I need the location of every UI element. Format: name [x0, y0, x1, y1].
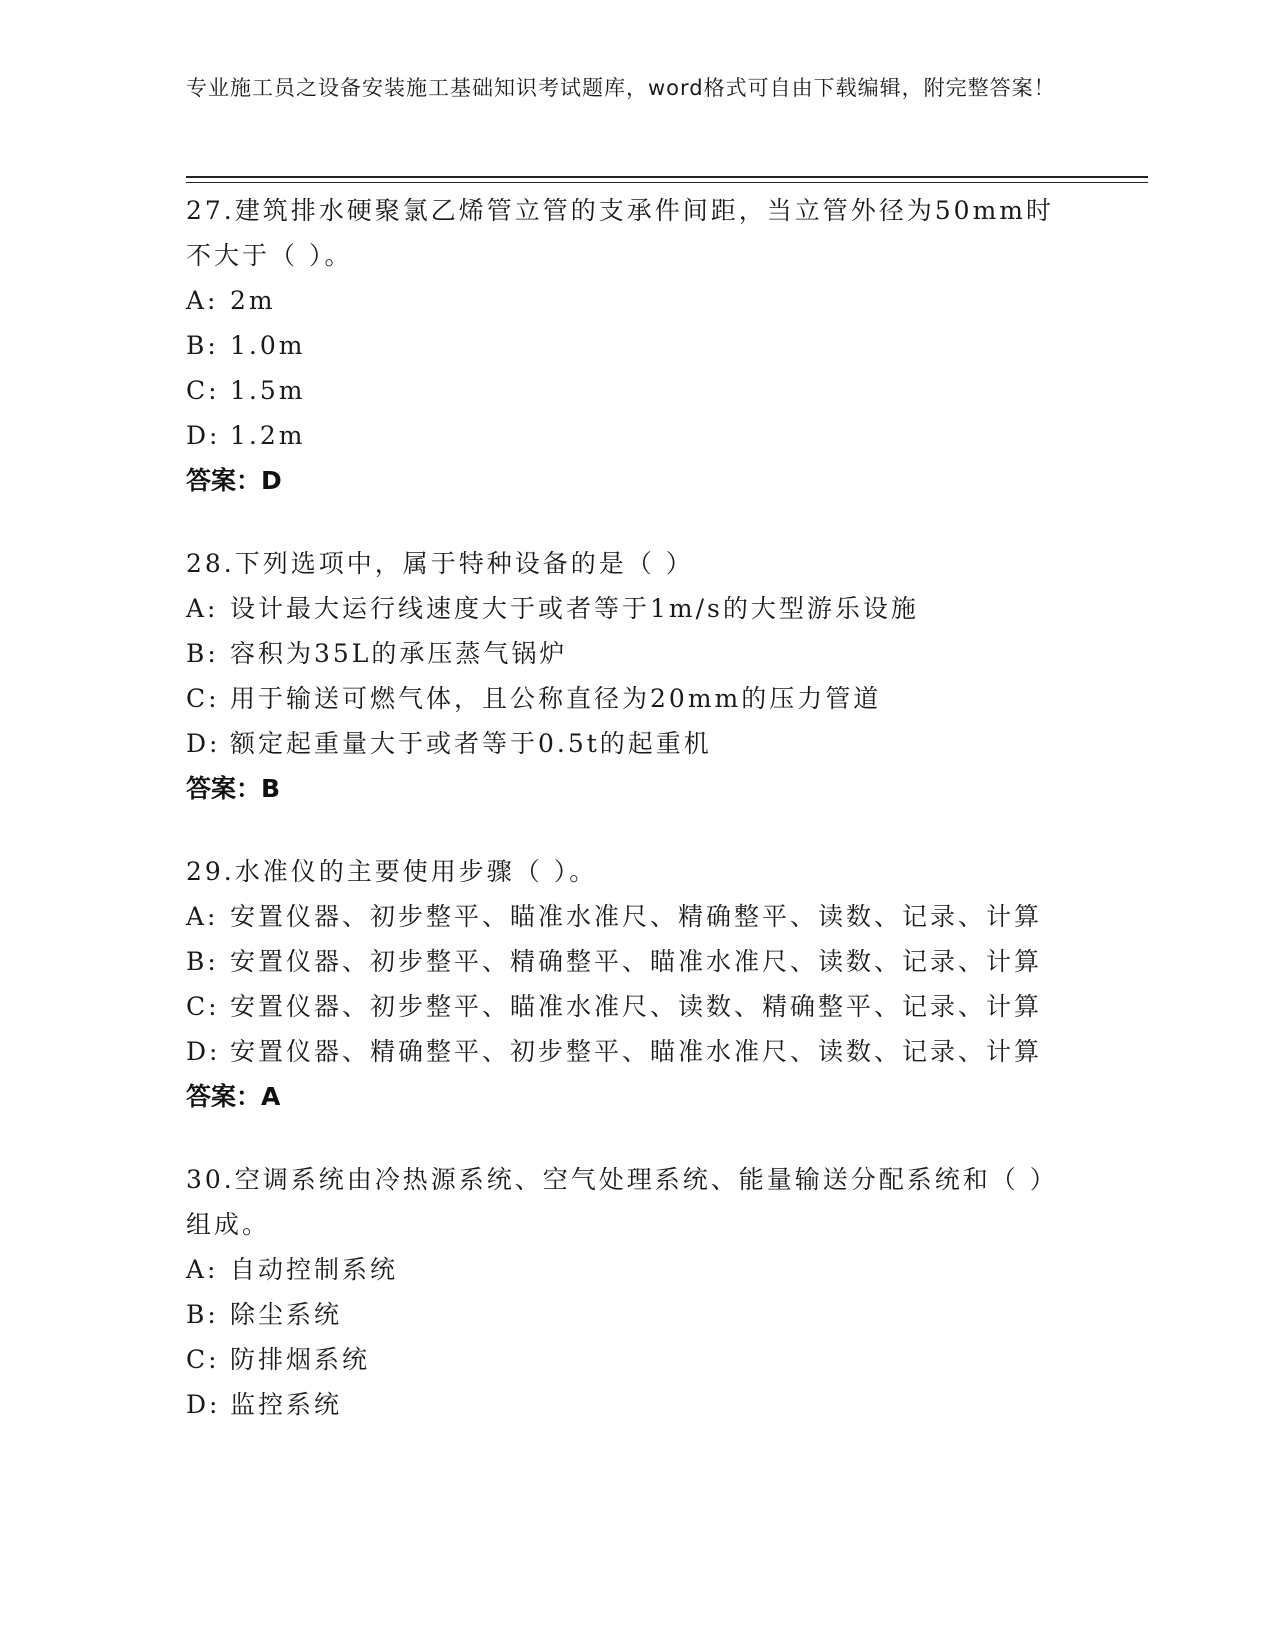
- option-b: [186, 631, 1086, 676]
- option-letter: B:: [186, 331, 219, 360]
- question-29: [186, 849, 1086, 1119]
- option-c: [186, 1337, 1086, 1382]
- answer-label: 答案：A: [186, 1082, 281, 1111]
- question-28: [186, 541, 1086, 811]
- option-text: 安置仪器、初步整平、精确整平、瞄准水准尺、读数、记录、计算: [230, 947, 1043, 976]
- option-a: [186, 1247, 1086, 1292]
- answer-label: 答案：B: [186, 774, 281, 803]
- option-text: 安置仪器、初步整平、瞄准水准尺、精确整平、读数、记录、计算: [230, 902, 1043, 931]
- header-rule-thin: [186, 182, 1148, 183]
- option-c: [186, 676, 1086, 721]
- option-letter: C:: [186, 1345, 220, 1374]
- option-letter: B:: [186, 639, 219, 668]
- option-letter: B:: [186, 947, 219, 976]
- option-text: 安置仪器、初步整平、瞄准水准尺、读数、精确整平、记录、计算: [230, 992, 1043, 1021]
- option-text: 除尘系统: [230, 1300, 343, 1329]
- option-b: [186, 939, 1086, 984]
- option-text: 1.0m: [230, 331, 306, 360]
- question-stem: 27.建筑排水硬聚氯乙烯管立管的支承件间距，当立管外径为50mm时不大于（ ）。: [186, 196, 1054, 270]
- option-text: 设计最大运行线速度大于或者等于1m/s的大型游乐设施: [230, 594, 919, 623]
- option-a: [186, 586, 1086, 631]
- header-rule-thick: [186, 176, 1148, 178]
- option-c: [186, 368, 1086, 413]
- option-d: [186, 1382, 1086, 1427]
- option-letter: D:: [186, 421, 221, 450]
- option-a: [186, 278, 1086, 323]
- option-letter: C:: [186, 992, 220, 1021]
- option-letter: B:: [186, 1300, 219, 1329]
- answer-label: 答案：D: [186, 466, 282, 495]
- option-letter: D:: [186, 1037, 221, 1066]
- option-letter: D:: [186, 729, 221, 758]
- option-text: 防排烟系统: [230, 1345, 371, 1374]
- option-letter: C:: [186, 376, 220, 405]
- option-a: [186, 894, 1086, 939]
- option-text: 1.2m: [230, 421, 306, 450]
- option-b: [186, 1292, 1086, 1337]
- option-text: 自动控制系统: [230, 1255, 399, 1284]
- option-text: 1.5m: [230, 376, 306, 405]
- option-letter: A:: [186, 1255, 219, 1284]
- option-text: 2m: [230, 286, 276, 315]
- question-stem: 28.下列选项中，属于特种设备的是（ ）: [186, 549, 694, 578]
- option-text: 容积为35L的承压蒸气锅炉: [230, 639, 568, 668]
- question-list: [186, 188, 1086, 1465]
- option-letter: A:: [186, 286, 219, 315]
- option-c: [186, 984, 1086, 1029]
- option-text: 安置仪器、精确整平、初步整平、瞄准水准尺、读数、记录、计算: [230, 1037, 1043, 1066]
- question-27: [186, 188, 1086, 503]
- option-b: [186, 323, 1086, 368]
- option-text: 用于输送可燃气体，且公称直径为20mm的压力管道: [230, 684, 882, 713]
- option-d: [186, 1029, 1086, 1074]
- question-30: [186, 1157, 1086, 1427]
- option-text: 监控系统: [230, 1390, 343, 1419]
- option-d: [186, 413, 1086, 458]
- option-text: 额定起重量大于或者等于0.5t的起重机: [230, 729, 712, 758]
- option-d: [186, 721, 1086, 766]
- question-stem: 29.水准仪的主要使用步骤（ ）。: [186, 857, 598, 886]
- option-letter: A:: [186, 902, 219, 931]
- question-stem: 30.空调系统由冷热源系统、空气处理系统、能量输送分配系统和（ ）组成。: [186, 1165, 1058, 1239]
- document-header: 专业施工员之设备安装施工基础知识考试题库，word格式可自由下载编辑，附完整答案！: [186, 76, 1056, 100]
- option-letter: A:: [186, 594, 219, 623]
- option-letter: C:: [186, 684, 220, 713]
- option-letter: D:: [186, 1390, 221, 1419]
